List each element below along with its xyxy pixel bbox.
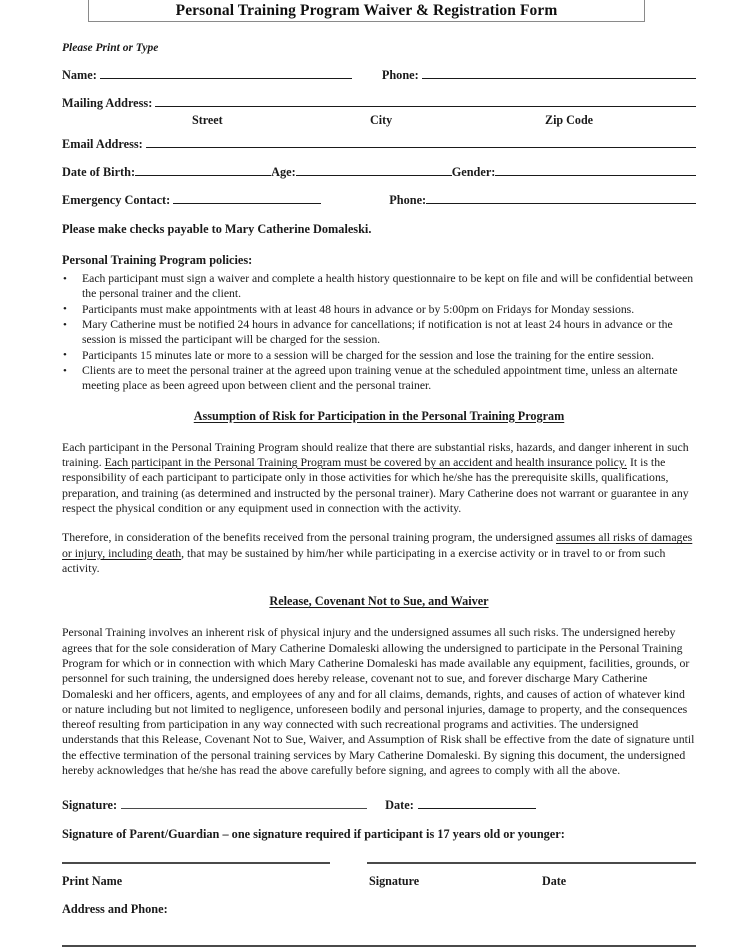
- policies-list: [62, 272, 696, 394]
- page-title: Personal Training Program Waiver & Registration Form: [175, 1, 558, 19]
- gender-label: Gender:: [451, 165, 496, 180]
- dob-label: Date of Birth:: [62, 165, 136, 180]
- release-heading: Release, Covenant Not to Sue, and Waiver: [269, 594, 489, 609]
- aor-p2-post: , that may be sustained by him/her while participating in a exercise activity or in travel to or from such activity.: [62, 545, 666, 575]
- form-row-signature-date: [62, 796, 696, 812]
- guardian-signature-input-line[interactable]: [367, 862, 696, 864]
- release-paragraph: Personal Training involves an inherent risk of physical injury and the undersigned assumes all such risks. The undersigned hereby agrees that for the sole consideration of Mary Catherine Domaleski allowing the undersigned to participate in the Personal Training Program for which or in connection with which Mary Catherine Domaleski has made available any equipment, facilities, grounds, or personnel for such training, the undersigned does hereby release, covenant not to sue, and forever discharge Mary Catherine Domaleski and her officers, agents, and employees of any and for all claims, demands, rights, and causes of action of whatever kind or nature including but not limited to negligence, unforeseen bodily and personal injuries, damage to property, and the consequences thereof resulting from participation in any way connected with such recreational programs and activities. The undersigned understands that this Release, Covenant Not to Sue, Waiver, and Assumption of Risk shall be effective from the date of signature until the effective termination of the personal training services by Mary Catherine Domaleski. By signing this document, the undersigned hereby acknowledges that he/she has read the above carefully before signing, and agrees to comply with all the above.: [62, 625, 695, 778]
- email-label: Email Address:: [62, 137, 143, 152]
- age-input-line[interactable]: [296, 164, 452, 176]
- list-item: • Participants must make appointments with at least 48 hours in advance or by 5:00pm on Fridays for Monday sessions.: [62, 303, 696, 318]
- list-item: • Mary Catherine must be notified 24 hours in advance for cancellations; if notification is not at least 24 hours in advance or the session is missed the participant will be charged for the session.: [62, 318, 696, 348]
- form-row-emergency-contact: [62, 192, 696, 208]
- emergency-phone-input-line[interactable]: [426, 192, 696, 204]
- phone-input-line[interactable]: [422, 67, 696, 79]
- document-body: [62, 42, 696, 947]
- guardian-signature-lines: [62, 862, 696, 874]
- list-item: • Clients are to meet the personal trainer at the agreed upon training venue at the scheduled appointment time, unless an alternate meeting place as been agreed upon between client and the personal trainer.: [62, 364, 696, 394]
- document-title-box: [88, 0, 645, 22]
- phone-label: Phone:: [381, 68, 419, 83]
- date-label: Date:: [385, 797, 414, 812]
- signature-caption: Signature: [369, 873, 420, 888]
- emergency-contact-input-line[interactable]: [173, 192, 321, 204]
- address-captions: [62, 111, 696, 128]
- form-row-mailing-address: [62, 95, 696, 111]
- guardian-line-captions: [62, 874, 696, 892]
- print-instruction: Please Print or Type: [62, 42, 159, 54]
- aor-p1-post: It is the responsibility of each participant to participate only in those activities for which he/she has the prerequisite skills, qualifications, preparation, and training (as determined and instructed by the personal trainer). Mary Catherine does not warrant or guarantee in any respect the physical condition or any equipment used in connection with the activity.: [62, 454, 689, 515]
- emergency-contact-label: Emergency Contact:: [62, 193, 171, 208]
- age-label: Age:: [271, 165, 296, 180]
- print-name-input-line[interactable]: [62, 862, 330, 864]
- date-caption: Date: [542, 873, 567, 888]
- mailing-address-input-line[interactable]: [155, 95, 696, 107]
- address-and-phone-input-line[interactable]: [62, 945, 696, 947]
- emergency-phone-label: Phone:: [389, 193, 427, 208]
- address-and-phone-label: Address and Phone:: [62, 901, 168, 916]
- form-row-dob-age-gender: [62, 164, 696, 180]
- payment-note: Please make checks payable to Mary Catherine Domaleski.: [62, 222, 372, 237]
- print-name-caption: Print Name: [62, 873, 123, 888]
- city-caption: City: [370, 113, 393, 128]
- assumption-of-risk-heading: Assumption of Risk for Participation in the Personal Training Program: [193, 408, 565, 423]
- aor-p1-pre: Each participant in the Personal Training Program should realize that there are substantial risks, hazards, and danger inherent in such training.: [62, 439, 689, 469]
- assumption-of-risk-paragraph-2: [62, 530, 696, 576]
- list-item: • Participants 15 minutes late or more to a session will be charged for the session and lose the training for the entire session.: [62, 349, 696, 364]
- street-caption: Street: [192, 113, 223, 128]
- assumption-of-risk-paragraph-1: [62, 440, 696, 517]
- mailing-address-label: Mailing Address:: [62, 96, 153, 111]
- dob-input-line[interactable]: [135, 164, 271, 176]
- name-label: Name:: [62, 68, 97, 83]
- date-input-line[interactable]: [418, 796, 536, 808]
- signature-input-line[interactable]: [121, 796, 367, 808]
- aor-p1-underlined: Each participant in the Personal Training Program must be covered by an accident and health insurance policy.: [104, 454, 627, 469]
- form-row-email: [62, 136, 696, 152]
- signature-label: Signature:: [62, 797, 118, 812]
- zip-code-caption: Zip Code: [545, 113, 594, 128]
- aor-p2-pre: Therefore, in consideration of the benefits received from the personal training program, the undersigned: [62, 530, 556, 545]
- list-item: • Each participant must sign a waiver and complete a health history questionnaire to be kept on file and will be confidential between the personal trainer and the client.: [62, 272, 696, 302]
- email-input-line[interactable]: [146, 136, 696, 148]
- form-row-name-phone: [62, 67, 696, 83]
- guardian-signature-note: Signature of Parent/Guardian – one signature required if participant is 17 years old or younger:: [62, 826, 565, 841]
- aor-p2-underlined: assumes all risks of damages or injury, including death: [62, 530, 693, 560]
- name-input-line[interactable]: [100, 67, 352, 79]
- gender-input-line[interactable]: [495, 164, 696, 176]
- policies-heading: Personal Training Program policies:: [62, 253, 253, 268]
